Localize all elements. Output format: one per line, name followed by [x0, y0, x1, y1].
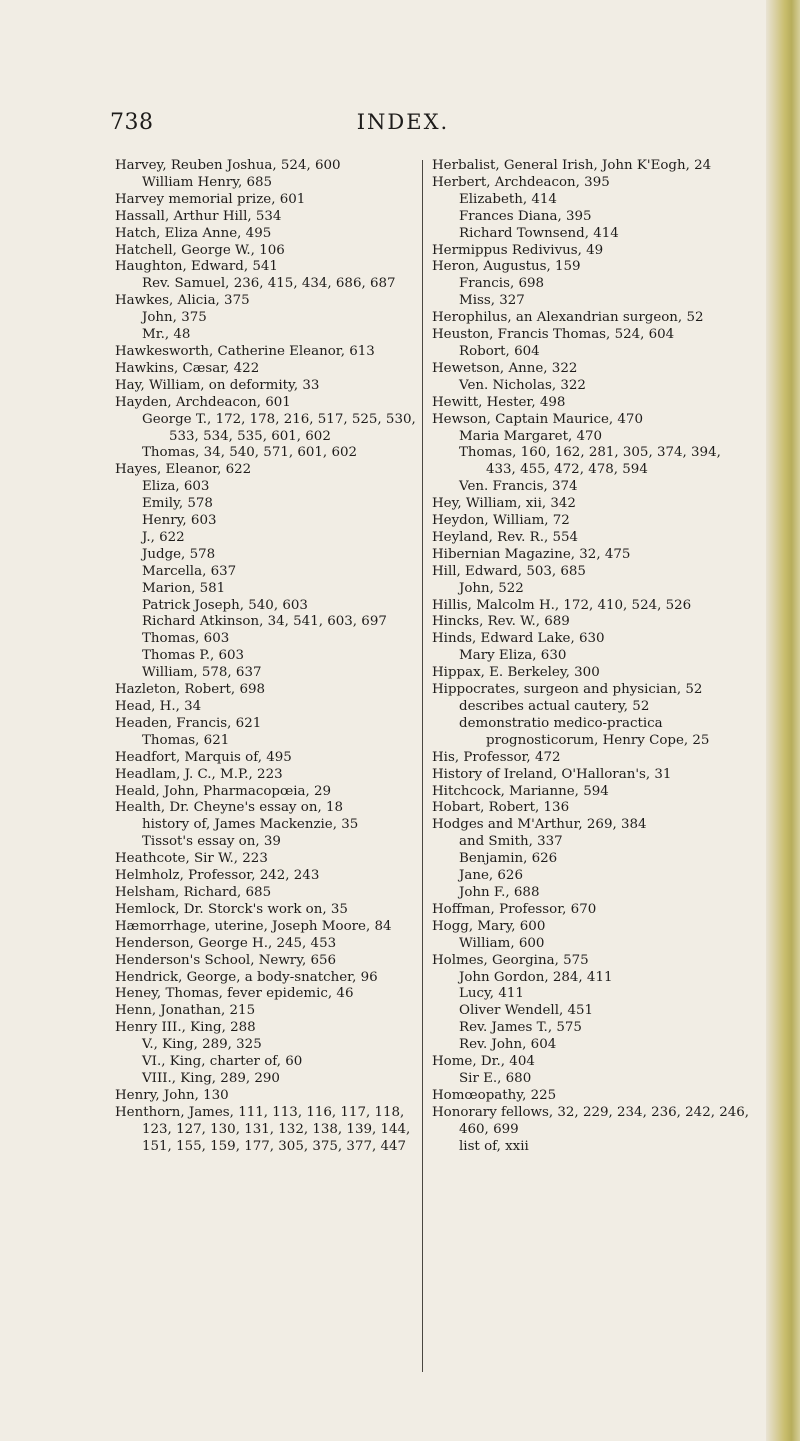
- index-entry: John F., 688: [459, 884, 540, 900]
- index-entry: Richard Atkinson, 34, 541, 603, 697: [142, 614, 387, 630]
- index-entry: Rev. Samuel, 236, 415, 434, 686, 687: [142, 276, 396, 292]
- index-entry: Hassall, Arthur Hill, 534: [115, 208, 282, 224]
- index-entry: John Gordon, 284, 411: [459, 969, 613, 985]
- index-entry: Hewitt, Hester, 498: [432, 394, 566, 410]
- index-entry: Miss, 327: [459, 293, 525, 309]
- index-entry: Hippocrates, surgeon and physician, 52: [432, 682, 703, 698]
- index-entry: Maria Margaret, 470: [459, 428, 603, 444]
- index-entry: Tissot's essay on, 39: [142, 834, 281, 850]
- index-entry: Robort, 604: [459, 343, 540, 359]
- index-entry: Heney, Thomas, fever epidemic, 46: [115, 986, 354, 1002]
- index-entry: Ven. Nicholas, 322: [459, 377, 586, 393]
- index-entry: Honorary fellows, 32, 229, 234, 236, 242, 246, 460, 699: [432, 1104, 750, 1137]
- index-entry: Hendrick, George, a body-snatcher, 96: [115, 969, 378, 985]
- index-entry: William, 600: [459, 935, 545, 951]
- index-entry: His, Professor, 472: [432, 749, 561, 765]
- index-entry: Heron, Augustus, 159: [432, 259, 581, 275]
- index-entry: Hodges and M'Arthur, 269, 384: [432, 817, 647, 833]
- index-entry: Heuston, Francis Thomas, 524, 604: [432, 327, 675, 343]
- index-entry: describes actual cautery, 52: [459, 699, 650, 714]
- index-entry: Harvey memorial prize, 601: [115, 191, 306, 207]
- index-entry: Henderson, George H., 245, 453: [115, 935, 337, 951]
- index-entry: Lucy, 411: [459, 986, 524, 1002]
- index-entry: Henry, 603: [142, 513, 217, 529]
- index-entry: Hillis, Malcolm H., 172, 410, 524, 526: [432, 597, 692, 613]
- index-entry: Mr., 48: [142, 327, 191, 343]
- index-entry: Rev. John, 604: [459, 1037, 557, 1053]
- index-entry: Sir E., 680: [459, 1070, 532, 1086]
- index-entry: Heathcote, Sir W., 223: [115, 851, 268, 867]
- index-entry: William Henry, 685: [142, 174, 273, 190]
- index-entry: Hermippus Redivivus, 49: [432, 242, 604, 258]
- index-entry: Hatchell, George W., 106: [115, 242, 285, 258]
- index-entry: Hewetson, Anne, 322: [432, 360, 578, 376]
- index-entry: Hazleton, Robert, 698: [115, 682, 265, 698]
- index-entry: Hewson, Captain Maurice, 470: [432, 411, 643, 427]
- index-entry: Herophilus, an Alexandrian surgeon, 52: [432, 310, 704, 326]
- index-entry: demonstratio medico-practica prognosticorum, Henry Cope, 25: [459, 715, 710, 748]
- index-entry: Hayden, Archdeacon, 601: [115, 394, 291, 410]
- index-entry: Jane, 626: [459, 868, 523, 884]
- index-entry: J., 622: [142, 529, 185, 545]
- index-entry: Eliza, 603: [142, 479, 210, 495]
- index-entry: Henry, John, 130: [115, 1087, 229, 1103]
- index-entry: VIII., King, 289, 290: [142, 1070, 280, 1086]
- index-entry: V., King, 289, 325: [142, 1037, 262, 1053]
- index-entry: Benjamin, 626: [459, 851, 558, 867]
- index-entry: Herbalist, General Irish, John K'Eogh, 24: [432, 158, 712, 173]
- index-entry: Henn, Jonathan, 215: [115, 1003, 256, 1019]
- index-entry: Holmes, Georgina, 575: [432, 952, 589, 968]
- index-entry: Hawkesworth, Catherine Eleanor, 613: [115, 343, 375, 359]
- index-entry: Headlam, J. C., M.P., 223: [115, 766, 283, 782]
- index-entry: Hogg, Mary, 600: [432, 918, 546, 934]
- index-entry: Hawkins, Cæsar, 422: [115, 360, 260, 376]
- index-entry: Home, Dr., 404: [432, 1054, 535, 1070]
- index-entry: Heyland, Rev. R., 554: [432, 529, 579, 545]
- index-entry: Thomas, 603: [142, 631, 230, 647]
- index-entry: Health, Dr. Cheyne's essay on, 18: [115, 800, 343, 816]
- index-entry: Helmholz, Professor, 242, 243: [115, 868, 320, 884]
- index-entry: Richard Townsend, 414: [459, 225, 619, 241]
- index-entry: Hill, Edward, 503, 685: [432, 563, 586, 579]
- index-entry: Head, H., 34: [115, 699, 202, 714]
- column-divider: [422, 160, 423, 1372]
- page-number: 738: [110, 110, 154, 135]
- page-edge: [766, 0, 800, 1441]
- index-entry: History of Ireland, O'Halloran's, 31: [432, 766, 672, 782]
- index-entry: Hæmorrhage, uterine, Joseph Moore, 84: [115, 918, 392, 934]
- index-entry: VI., King, charter of, 60: [142, 1054, 303, 1070]
- index-entry: Frances Diana, 395: [459, 208, 592, 224]
- index-entry: Hibernian Magazine, 32, 475: [432, 546, 631, 562]
- index-entry: Harvey, Reuben Joshua, 524, 600: [115, 158, 341, 173]
- index-entry: Hemlock, Dr. Storck's work on, 35: [115, 901, 348, 917]
- index-entry: Hey, William, xii, 342: [432, 496, 576, 512]
- index-entry: Ven. Francis, 374: [459, 479, 578, 495]
- index-column-left: [115, 158, 417, 1155]
- index-entry: Henthorn, James, 111, 113, 116, 117, 118, 123, 127, 130, 131, 132, 138, 139, 144, 151, 155, 159, 177, 305, 375, 377, 447: [115, 1104, 411, 1154]
- index-entry: Henderson's School, Newry, 656: [115, 952, 337, 968]
- index-entry: Hippax, E. Berkeley, 300: [432, 665, 600, 681]
- index-entry: Herbert, Archdeacon, 395: [432, 174, 610, 190]
- index-entry: Hay, William, on deformity, 33: [115, 377, 320, 393]
- index-column-right: [432, 158, 754, 1155]
- index-entry: list of, xxii: [459, 1138, 529, 1154]
- index-entry: Homœopathy, 225: [432, 1087, 557, 1103]
- index-entry: Hobart, Robert, 136: [432, 800, 570, 816]
- index-entry: John, 375: [142, 310, 207, 326]
- page-title: INDEX.: [356, 110, 450, 134]
- index-entry: Hoffman, Professor, 670: [432, 901, 597, 917]
- index-entry: Haughton, Edward, 541: [115, 259, 278, 275]
- index-entry: Heydon, William, 72: [432, 513, 570, 529]
- index-entry: Marion, 581: [142, 580, 226, 596]
- index-entry: George T., 172, 178, 216, 517, 525, 530, 533, 534, 535, 601, 602: [142, 411, 416, 444]
- index-entry: Marcella, 637: [142, 563, 237, 579]
- index-entry: Hawkes, Alicia, 375: [115, 293, 250, 309]
- index-entry: Hincks, Rev. W., 689: [432, 614, 570, 630]
- index-entry: Judge, 578: [142, 546, 216, 562]
- index-entry: Thomas, 160, 162, 281, 305, 374, 394, 433, 455, 472, 478, 594: [459, 445, 721, 478]
- index-entry: Elizabeth, 414: [459, 191, 557, 207]
- index-entry: Emily, 578: [142, 496, 213, 512]
- index-entry: Rev. James T., 575: [459, 1020, 582, 1036]
- index-entry: Headfort, Marquis of, 495: [115, 749, 292, 765]
- index-entry: Hatch, Eliza Anne, 495: [115, 225, 272, 241]
- index-entry: Hinds, Edward Lake, 630: [432, 631, 605, 647]
- index-entry: Mary Eliza, 630: [459, 648, 567, 664]
- index-entry: John, 522: [459, 580, 524, 596]
- index-entry: Hayes, Eleanor, 622: [115, 462, 252, 478]
- index-entry: Francis, 698: [459, 276, 545, 292]
- index-entry: William, 578, 637: [142, 665, 262, 681]
- index-entry: Thomas P., 603: [142, 648, 245, 664]
- index-entry: Henry III., King, 288: [115, 1020, 256, 1036]
- index-entry: Thomas, 34, 540, 571, 601, 602: [142, 445, 358, 461]
- index-entry: and Smith, 337: [459, 834, 563, 850]
- index-entry: Patrick Joseph, 540, 603: [142, 597, 308, 613]
- index-entry: Oliver Wendell, 451: [459, 1003, 594, 1019]
- index-entry: Hitchcock, Marianne, 594: [432, 783, 609, 799]
- index-entry: Heald, John, Pharmacopœia, 29: [115, 783, 332, 799]
- index-entry: Headen, Francis, 621: [115, 715, 262, 731]
- page-header: [0, 110, 766, 140]
- index-entry: Helsham, Richard, 685: [115, 884, 272, 900]
- index-entry: history of, James Mackenzie, 35: [142, 817, 359, 833]
- index-entry: Thomas, 621: [142, 732, 230, 748]
